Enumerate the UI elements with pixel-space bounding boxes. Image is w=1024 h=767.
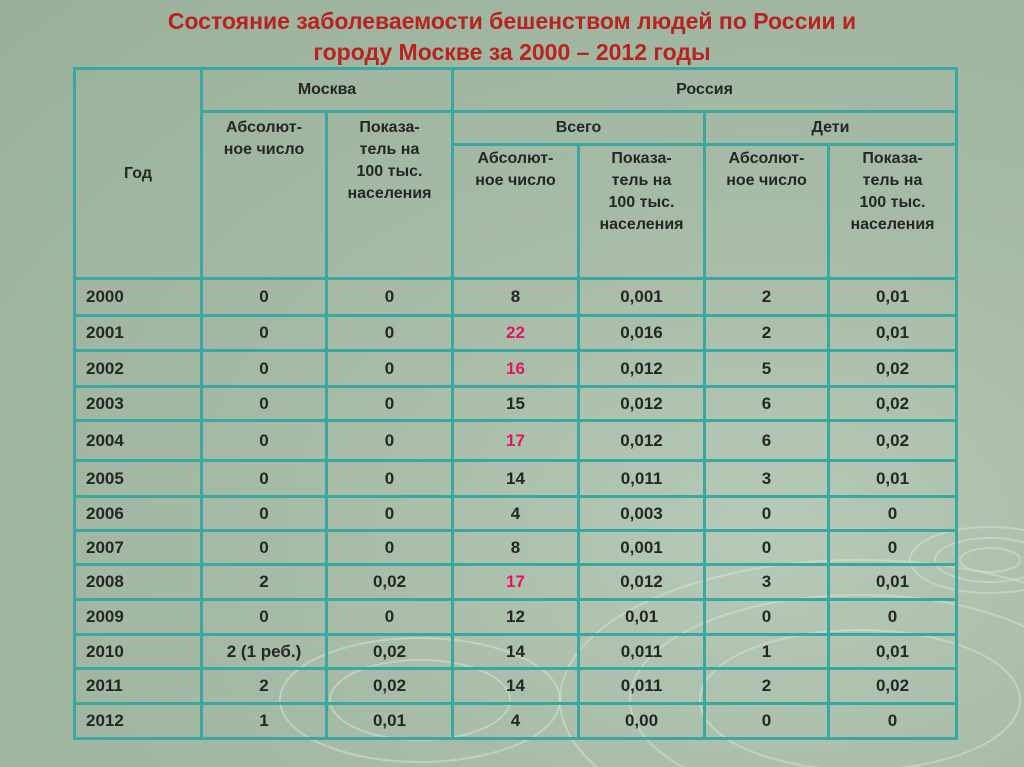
cell-child-abs: 2 bbox=[705, 316, 829, 351]
cell-year: 2005 bbox=[75, 461, 202, 497]
table-row bbox=[75, 387, 957, 421]
cell-year: 2001 bbox=[75, 316, 202, 351]
cell-child-rate: 0 bbox=[829, 497, 957, 531]
cell-rus-rate: 0,012 bbox=[579, 351, 705, 387]
cell-year: 2006 bbox=[75, 497, 202, 531]
cell-rus-rate: 0,001 bbox=[579, 531, 705, 565]
cell-child-abs: 3 bbox=[705, 461, 829, 497]
header-total-abs bbox=[453, 145, 579, 279]
cell-year: 2008 bbox=[75, 565, 202, 600]
cell-msk-rate: 0 bbox=[327, 531, 453, 565]
header-abs-line1: Абсолют- bbox=[728, 150, 805, 167]
cell-rus-abs: 14 bbox=[453, 669, 579, 704]
header-moscow-rate bbox=[327, 112, 453, 279]
header-moscow: Москва bbox=[202, 69, 453, 112]
cell-child-abs: 5 bbox=[705, 351, 829, 387]
cell-msk-abs: 1 bbox=[202, 704, 327, 739]
cell-child-abs: 0 bbox=[705, 531, 829, 565]
cell-rus-abs: 8 bbox=[453, 531, 579, 565]
cell-child-rate: 0,01 bbox=[829, 461, 957, 497]
cell-child-abs: 2 bbox=[705, 669, 829, 704]
cell-rus-rate: 0,011 bbox=[579, 669, 705, 704]
header-rate-line1: Показа- bbox=[611, 150, 672, 167]
cell-rus-abs: 16 bbox=[453, 351, 579, 387]
cell-rus-rate: 0,011 bbox=[579, 635, 705, 669]
cell-msk-abs: 0 bbox=[202, 316, 327, 351]
header-children: Дети bbox=[705, 112, 957, 145]
cell-rus-rate: 0,012 bbox=[579, 387, 705, 421]
table-row bbox=[75, 704, 957, 739]
table-row bbox=[75, 635, 957, 669]
cell-child-abs: 6 bbox=[705, 387, 829, 421]
cell-msk-rate: 0,01 bbox=[327, 704, 453, 739]
cell-child-rate: 0 bbox=[829, 704, 957, 739]
cell-msk-abs: 0 bbox=[202, 421, 327, 461]
cell-msk-abs: 0 bbox=[202, 497, 327, 531]
cell-msk-abs: 2 bbox=[202, 669, 327, 704]
cell-msk-rate: 0 bbox=[327, 497, 453, 531]
header-abs-line2: ное число bbox=[223, 141, 305, 158]
cell-child-rate: 0 bbox=[829, 531, 957, 565]
cell-child-abs: 0 bbox=[705, 704, 829, 739]
header-russia: Россия bbox=[453, 69, 957, 112]
table-row bbox=[75, 565, 957, 600]
cell-rus-abs: 14 bbox=[453, 461, 579, 497]
cell-rus-rate: 0,016 bbox=[579, 316, 705, 351]
table-row bbox=[75, 351, 957, 387]
table-row bbox=[75, 421, 957, 461]
cell-rus-rate: 0,01 bbox=[579, 600, 705, 635]
cell-rus-abs: 14 bbox=[453, 635, 579, 669]
header-children-rate bbox=[829, 145, 957, 279]
cell-child-rate: 0,02 bbox=[829, 351, 957, 387]
header-rate-line1: Показа- bbox=[359, 119, 420, 136]
table-row bbox=[75, 279, 957, 316]
cell-rus-rate: 0,012 bbox=[579, 421, 705, 461]
cell-msk-abs: 2 (1 реб.) bbox=[202, 635, 327, 669]
cell-rus-abs: 4 bbox=[453, 497, 579, 531]
cell-year: 2012 bbox=[75, 704, 202, 739]
table-row bbox=[75, 461, 957, 497]
cell-rus-abs: 17 bbox=[453, 565, 579, 600]
title-line-1: Состояние заболеваемости бешенством людей по России и bbox=[167, 8, 857, 34]
cell-rus-rate: 0,012 bbox=[579, 565, 705, 600]
cell-year: 2000 bbox=[75, 279, 202, 316]
cell-msk-rate: 0 bbox=[327, 387, 453, 421]
header-total: Всего bbox=[453, 112, 705, 145]
cell-rus-abs: 12 bbox=[453, 600, 579, 635]
cell-child-rate: 0,02 bbox=[829, 421, 957, 461]
cell-msk-rate: 0,02 bbox=[327, 669, 453, 704]
cell-rus-abs: 15 bbox=[453, 387, 579, 421]
cell-msk-abs: 0 bbox=[202, 461, 327, 497]
cell-child-rate: 0,01 bbox=[829, 316, 957, 351]
cell-msk-abs: 2 bbox=[202, 565, 327, 600]
header-rate-line2: тель на bbox=[862, 172, 923, 189]
header-total-rate bbox=[579, 145, 705, 279]
cell-msk-abs: 0 bbox=[202, 279, 327, 316]
cell-year: 2004 bbox=[75, 421, 202, 461]
cell-child-abs: 2 bbox=[705, 279, 829, 316]
cell-year: 2011 bbox=[75, 669, 202, 704]
header-abs-line1: Абсолют- bbox=[477, 150, 554, 167]
header-rate-line1: Показа- bbox=[862, 150, 923, 167]
cell-msk-abs: 0 bbox=[202, 600, 327, 635]
header-rate-line2: тель на bbox=[359, 141, 420, 158]
title-line-2: городу Москве за 2000 – 2012 годы bbox=[313, 39, 711, 65]
cell-msk-rate: 0 bbox=[327, 421, 453, 461]
cell-rus-abs: 8 bbox=[453, 279, 579, 316]
cell-msk-abs: 0 bbox=[202, 531, 327, 565]
cell-child-abs: 3 bbox=[705, 565, 829, 600]
header-rate-line2: тель на bbox=[611, 172, 672, 189]
cell-msk-rate: 0 bbox=[327, 351, 453, 387]
table-row bbox=[75, 669, 957, 704]
cell-child-rate: 0,01 bbox=[829, 279, 957, 316]
cell-year: 2010 bbox=[75, 635, 202, 669]
cell-rus-rate: 0,011 bbox=[579, 461, 705, 497]
header-children-abs bbox=[705, 145, 829, 279]
cell-msk-rate: 0,02 bbox=[327, 565, 453, 600]
cell-rus-abs: 22 bbox=[453, 316, 579, 351]
header-year: Год bbox=[75, 69, 202, 279]
table-row bbox=[75, 600, 957, 635]
header-rate-line4: населения bbox=[599, 216, 684, 233]
cell-child-abs: 0 bbox=[705, 600, 829, 635]
cell-msk-abs: 0 bbox=[202, 387, 327, 421]
cell-child-rate: 0,01 bbox=[829, 635, 957, 669]
cell-rus-rate: 0,00 bbox=[579, 704, 705, 739]
header-rate-line4: населения bbox=[850, 216, 935, 233]
header-abs-line2: ное число bbox=[726, 172, 807, 189]
cell-msk-rate: 0 bbox=[327, 316, 453, 351]
cell-child-rate: 0,02 bbox=[829, 669, 957, 704]
cell-msk-rate: 0 bbox=[327, 461, 453, 497]
cell-rus-rate: 0,001 bbox=[579, 279, 705, 316]
cell-child-abs: 1 bbox=[705, 635, 829, 669]
cell-child-rate: 0,01 bbox=[829, 565, 957, 600]
header-rate-line3: 100 тыс. bbox=[356, 163, 423, 180]
rabies-table bbox=[73, 67, 958, 740]
table-row bbox=[75, 316, 957, 351]
header-abs-line1: Абсолют- bbox=[226, 119, 302, 136]
cell-msk-rate: 0,02 bbox=[327, 635, 453, 669]
table-body bbox=[75, 279, 957, 739]
cell-child-rate: 0 bbox=[829, 600, 957, 635]
table-row bbox=[75, 531, 957, 565]
header-moscow-abs bbox=[202, 112, 327, 279]
cell-rus-abs: 4 bbox=[453, 704, 579, 739]
cell-year: 2003 bbox=[75, 387, 202, 421]
cell-child-abs: 6 bbox=[705, 421, 829, 461]
page-title bbox=[0, 0, 1024, 68]
cell-child-rate: 0,02 bbox=[829, 387, 957, 421]
cell-msk-rate: 0 bbox=[327, 600, 453, 635]
cell-child-abs: 0 bbox=[705, 497, 829, 531]
cell-rus-abs: 17 bbox=[453, 421, 579, 461]
table-row bbox=[75, 497, 957, 531]
header-rate-line3: 100 тыс. bbox=[859, 194, 926, 211]
header-abs-line2: ное число bbox=[475, 172, 556, 189]
cell-msk-abs: 0 bbox=[202, 351, 327, 387]
header-rate-line4: населения bbox=[347, 185, 432, 202]
cell-msk-rate: 0 bbox=[327, 279, 453, 316]
cell-year: 2002 bbox=[75, 351, 202, 387]
cell-year: 2009 bbox=[75, 600, 202, 635]
cell-year: 2007 bbox=[75, 531, 202, 565]
header-rate-line3: 100 тыс. bbox=[608, 194, 675, 211]
cell-rus-rate: 0,003 bbox=[579, 497, 705, 531]
